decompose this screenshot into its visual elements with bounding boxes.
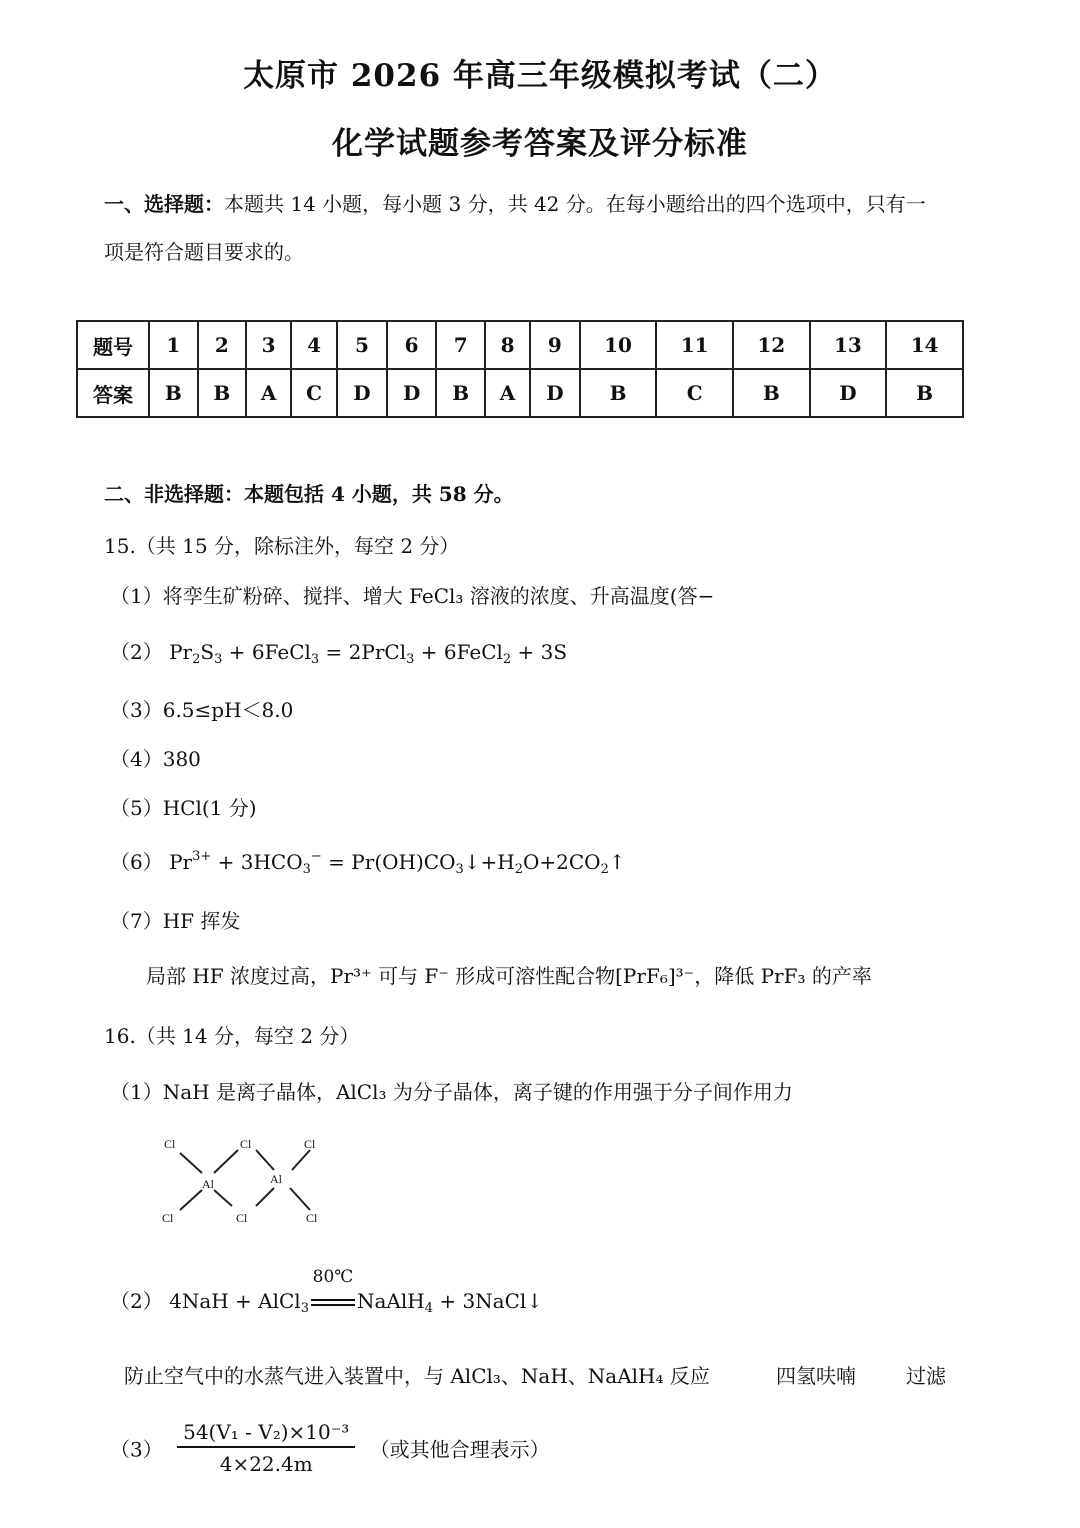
table-cell: A: [485, 369, 530, 417]
table-cell: D: [387, 369, 437, 417]
q16-answer-2-method: 过滤: [906, 1364, 946, 1388]
al2cl6-structure: [150, 1128, 340, 1228]
table-cell: 12: [733, 321, 810, 369]
table-cell: D: [337, 369, 387, 417]
table-cell: 10: [580, 321, 657, 369]
table-cell: B: [149, 369, 198, 417]
reaction-condition: [311, 1267, 355, 1313]
q15-answer-6: [110, 846, 626, 875]
table-cell: 4: [291, 321, 337, 369]
q16-answer-2-solvent: 四氢呋喃: [776, 1364, 856, 1388]
answer-table: [76, 320, 964, 418]
table-cell: 14: [886, 321, 963, 369]
table-cell: 8: [485, 321, 530, 369]
answer-row-label: 答案: [77, 369, 149, 417]
q15-answer-2-label: （2）: [110, 640, 163, 664]
structure-atom: Cl: [306, 1211, 318, 1225]
table-cell: D: [810, 369, 887, 417]
structure-atom: Al: [202, 1177, 214, 1191]
q16-answer-2-label: （2）: [110, 1289, 163, 1313]
q15-answer-2: [110, 636, 567, 665]
table-cell: C: [291, 369, 337, 417]
q16-formula-fraction: [177, 1420, 355, 1476]
section1-instructions: [104, 180, 974, 276]
table-cell: 11: [656, 321, 733, 369]
answer-row: [77, 369, 963, 417]
q16-answer-3-note: （或其他合理表示）: [369, 1437, 550, 1462]
exam-title: 太原市 2026 年高三年级模拟考试（二）: [243, 58, 837, 94]
table-cell: C: [656, 369, 733, 417]
table-cell: 2: [198, 321, 247, 369]
table-cell: 5: [337, 321, 387, 369]
q15-answer-3: （3）6.5≤pH＜8.0: [110, 698, 294, 722]
section1-label: 一、选择题：: [104, 192, 224, 216]
structure-atom: Cl: [164, 1137, 176, 1151]
structure-atom: Cl: [240, 1137, 252, 1151]
table-cell: B: [886, 369, 963, 417]
q15-answer-1: （1）将孪生矿粉碎、搅拌、增大 FeCl₃ 溶液的浓度、升高温度(答−: [110, 584, 715, 608]
section1-text-line2: 项是符合题目要求的。: [104, 240, 304, 264]
table-cell: 7: [436, 321, 485, 369]
q15-header: 15.（共 15 分，除标注外，每空 2 分）: [104, 534, 460, 558]
q16-header: 16.（共 14 分，每空 2 分）: [104, 1024, 360, 1048]
al2cl6-structure-diagram: [150, 1128, 340, 1228]
q15-equation-2: $Pr_2S_3$ + 6FeCl$_3$ = 2PrCl$_3$ + 6FeCl$_2$ + 3S: [169, 640, 568, 667]
table-cell: 3: [246, 321, 291, 369]
q15-answer-7: （7）HF 挥发: [110, 909, 241, 933]
section1-text-line1: 本题共 14 小题，每小题 3 分，共 42 分。在每小题给出的四个选项中，只有一: [224, 192, 926, 216]
table-cell: 13: [810, 321, 887, 369]
q15-answer-5: （5）HCl(1 分): [110, 796, 257, 820]
table-cell: B: [436, 369, 485, 417]
table-cell: B: [198, 369, 247, 417]
table-cell: 1: [149, 321, 198, 369]
q16-answer-1: （1）NaH 是离子晶体，AlCl₃ 为分子晶体，离子键的作用强于分子间作用力: [110, 1080, 793, 1104]
q15-answer-4: （4）380: [110, 747, 201, 771]
structure-atom: Cl: [304, 1137, 316, 1151]
section2-label: 二、非选择题：本题包括 4 小题，共 58 分。: [104, 482, 514, 506]
table-cell: 9: [530, 321, 580, 369]
fraction-denominator: 4×22.4m: [219, 1452, 313, 1476]
structure-atom: Cl: [236, 1211, 248, 1225]
table-cell: B: [580, 369, 657, 417]
table-cell: D: [530, 369, 580, 417]
q16-answer-2-note: 防止空气中的水蒸气进入装置中，与 AlCl₃、NaH、NaAlH₄ 反应: [124, 1364, 710, 1388]
fraction-numerator: 54(V₁ - V₂)×10⁻³: [177, 1420, 355, 1448]
structure-atom: Al: [270, 1172, 282, 1186]
q15-equation-6: $Pr^{3+} + 3HCO_3^-$ = $Pr(OH)CO_3↓+H_2O+2CO_2↑$: [169, 849, 626, 877]
q16-answer-3: [110, 1420, 550, 1476]
table-cell: A: [246, 369, 291, 417]
q15-answer-6-label: （6）: [110, 850, 163, 874]
table-cell: 6: [387, 321, 437, 369]
number-row-label: 题号: [77, 321, 149, 369]
table-cell: B: [733, 369, 810, 417]
number-row: [77, 321, 963, 369]
q15-answer-7-explanation: 局部 HF 浓度过高，Pr³⁺ 可与 F⁻ 形成可溶性配合物[PrF₆]³⁻，降低 PrF₃ 的产率: [146, 964, 872, 988]
reaction-temperature: 80℃: [312, 1267, 354, 1287]
answer-key-subtitle: 化学试题参考答案及评分标准: [332, 126, 748, 162]
structure-atom: Cl: [162, 1211, 174, 1225]
q16-answer-3-label: （3）: [110, 1437, 163, 1462]
q16-answer-2: [110, 1267, 544, 1316]
q16-equation-2: 4NaH + AlCl$_3$ 80℃ NaAlH$_4$ + 3NaCl↓: [169, 1267, 544, 1316]
